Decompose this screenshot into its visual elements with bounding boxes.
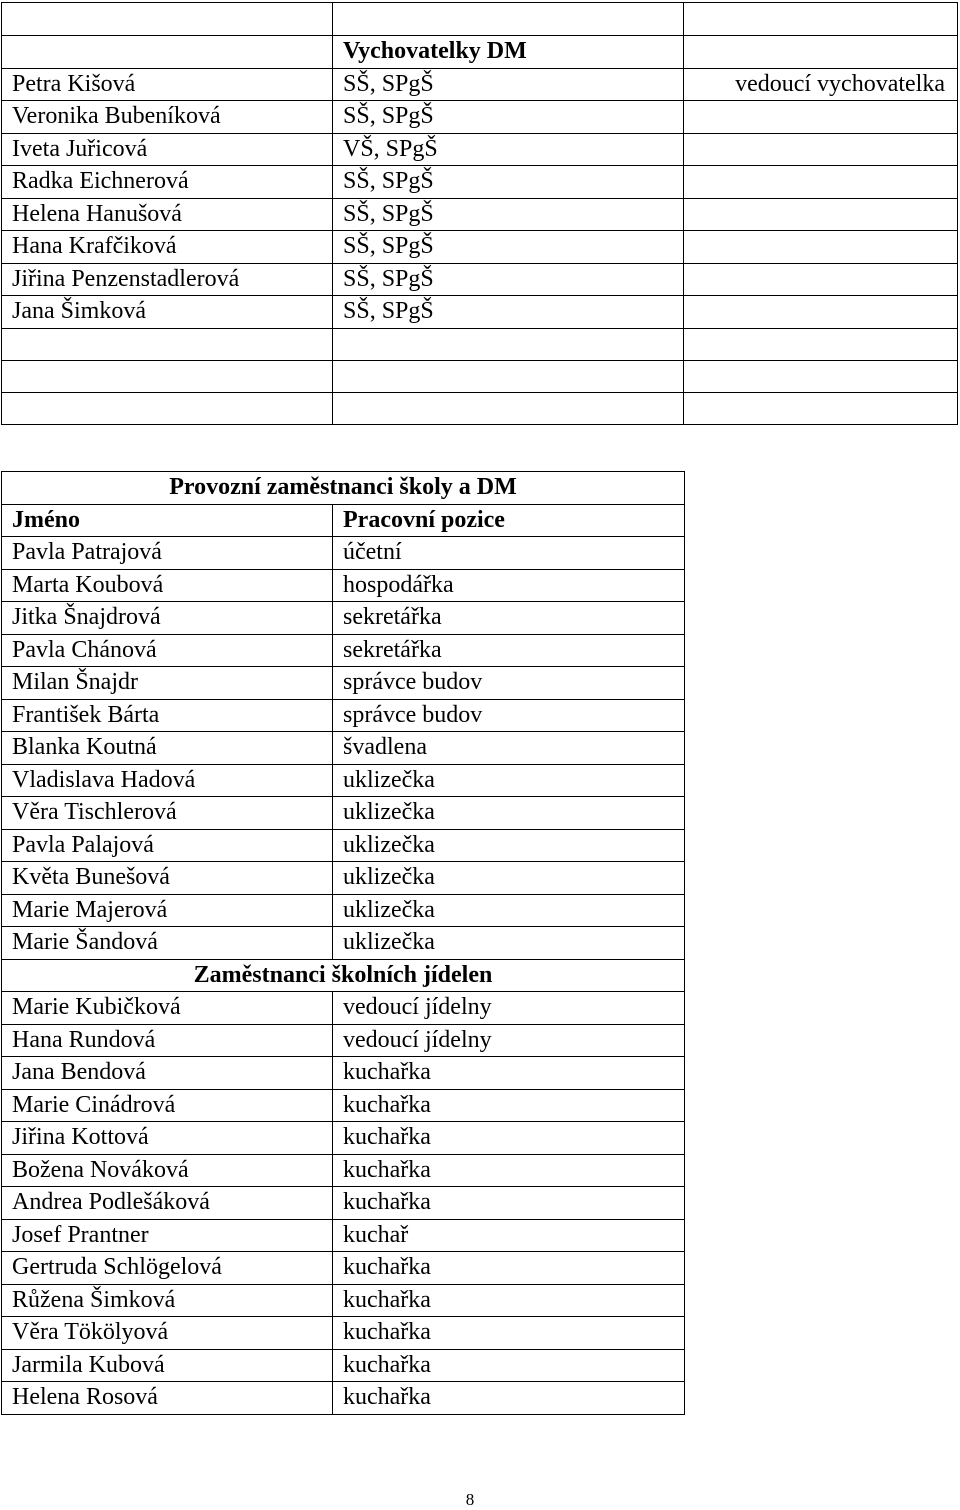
employee-name: Marie Cinádrová <box>2 1089 333 1122</box>
employee-position: sekretářka <box>333 634 685 667</box>
educator-education: SŠ, SPgŠ <box>333 263 684 296</box>
educator-education: SŠ, SPgŠ <box>333 296 684 329</box>
educator-name: Jana Šimková <box>2 296 333 329</box>
employee-name: Marta Koubová <box>2 569 333 602</box>
canteen-heading: Zaměstnanci školních jídelen <box>193 961 493 988</box>
table-row <box>2 68 958 101</box>
table-row <box>2 1317 685 1350</box>
educator-note <box>684 231 958 264</box>
employee-position: kuchařka <box>333 1122 685 1155</box>
table-row <box>2 732 685 765</box>
table-row <box>2 263 958 296</box>
employee-position: kuchařka <box>333 1349 685 1382</box>
employee-position: kuchařka <box>333 1252 685 1285</box>
employee-position: uklizečka <box>333 862 685 895</box>
educator-note <box>684 198 958 231</box>
table-row <box>2 602 685 635</box>
educator-education: SŠ, SPgŠ <box>333 231 684 264</box>
table-row <box>2 472 685 505</box>
educator-education: SŠ, SPgŠ <box>333 101 684 134</box>
table-row <box>2 392 958 424</box>
table-row <box>2 862 685 895</box>
educator-name: Iveta Juřicová <box>2 133 333 166</box>
educator-education: SŠ, SPgŠ <box>333 198 684 231</box>
employee-name: Andrea Podlešáková <box>2 1187 333 1220</box>
employee-name: Marie Kubičková <box>2 992 333 1025</box>
table-row <box>2 829 685 862</box>
table-row <box>2 133 958 166</box>
employee-name: Josef Prantner <box>2 1219 333 1252</box>
employee-name: Hana Rundová <box>2 1024 333 1057</box>
table-row <box>2 1089 685 1122</box>
employee-name: Pavla Patrajová <box>2 537 333 570</box>
employee-position: švadlena <box>333 732 685 765</box>
employee-name: Vladislava Hadová <box>2 764 333 797</box>
table-row <box>2 36 958 69</box>
employee-position: uklizečka <box>333 927 685 960</box>
employee-position: kuchařka <box>333 1317 685 1350</box>
educator-note: vedoucí vychovatelka <box>684 68 958 101</box>
employee-name: Pavla Palajová <box>2 829 333 862</box>
employee-name: Milan Šnajdr <box>2 667 333 700</box>
educator-name: Jiřina Penzenstadlerová <box>2 263 333 296</box>
educator-education: VŠ, SPgŠ <box>333 133 684 166</box>
employee-position: kuchař <box>333 1219 685 1252</box>
employee-position: hospodářka <box>333 569 685 602</box>
educator-note <box>684 133 958 166</box>
educators-heading: Vychovatelky DM <box>343 38 527 65</box>
educator-education: SŠ, SPgŠ <box>333 166 684 199</box>
table-row <box>2 328 958 360</box>
employee-name: Gertruda Schlögelová <box>2 1252 333 1285</box>
table-row <box>2 667 685 700</box>
educator-note <box>684 263 958 296</box>
table-row <box>2 3 958 36</box>
employee-position: kuchařka <box>333 1382 685 1415</box>
employee-position: kuchařka <box>333 1187 685 1220</box>
employee-position: kuchařka <box>333 1057 685 1090</box>
table-row <box>2 927 685 960</box>
table-row <box>2 1122 685 1155</box>
column-header-name: Jméno <box>12 506 80 533</box>
table-row <box>2 1187 685 1220</box>
employee-name: František Bárta <box>2 699 333 732</box>
employee-position: kuchařka <box>333 1284 685 1317</box>
employee-name: Marie Šandová <box>2 927 333 960</box>
table-row <box>2 231 958 264</box>
employee-name: Božena Nováková <box>2 1154 333 1187</box>
table-row <box>2 1349 685 1382</box>
employee-name: Jarmila Kubová <box>2 1349 333 1382</box>
educator-note <box>684 166 958 199</box>
table-row <box>2 1284 685 1317</box>
educator-education: SŠ, SPgŠ <box>333 68 684 101</box>
employee-name: Květa Bunešová <box>2 862 333 895</box>
employee-name: Pavla Chánová <box>2 634 333 667</box>
table-row <box>2 198 958 231</box>
table-row <box>2 1154 685 1187</box>
employee-position: sekretářka <box>333 602 685 635</box>
table-row <box>2 1057 685 1090</box>
table-row <box>2 1382 685 1415</box>
table-row <box>2 166 958 199</box>
employee-position: účetní <box>333 537 685 570</box>
employee-name: Helena Rosová <box>2 1382 333 1415</box>
educator-name: Hana Krafčiková <box>2 231 333 264</box>
educators-table <box>1 2 958 425</box>
employee-position: kuchařka <box>333 1089 685 1122</box>
educator-name: Radka Eichnerová <box>2 166 333 199</box>
table-row <box>2 101 958 134</box>
educator-name: Petra Kišová <box>2 68 333 101</box>
employee-position: uklizečka <box>333 764 685 797</box>
table-row <box>2 959 685 992</box>
educator-name: Veronika Bubeníková <box>2 101 333 134</box>
educator-note <box>684 101 958 134</box>
page-number: 8 <box>465 1490 475 1509</box>
table-row <box>2 1219 685 1252</box>
employee-name: Jitka Šnajdrová <box>2 602 333 635</box>
employee-position: uklizečka <box>333 797 685 830</box>
column-header-position: Pracovní pozice <box>343 506 505 533</box>
employee-name: Věra Tökölyová <box>2 1317 333 1350</box>
table-row <box>2 1252 685 1285</box>
employee-position: vedoucí jídelny <box>333 1024 685 1057</box>
staff-heading: Provozní zaměstnanci školy a DM <box>169 474 517 501</box>
employee-name: Marie Majerová <box>2 894 333 927</box>
employee-position: správce budov <box>333 667 685 700</box>
employee-name: Růžena Šimková <box>2 1284 333 1317</box>
employee-name: Blanka Koutná <box>2 732 333 765</box>
table-row <box>2 764 685 797</box>
employee-name: Jiřina Kottová <box>2 1122 333 1155</box>
employee-name: Věra Tischlerová <box>2 797 333 830</box>
table-row <box>2 360 958 392</box>
employee-position: kuchařka <box>333 1154 685 1187</box>
table-row <box>2 894 685 927</box>
educator-name: Helena Hanušová <box>2 198 333 231</box>
staff-table <box>1 471 685 1415</box>
table-row <box>2 699 685 732</box>
employee-position: vedoucí jídelny <box>333 992 685 1025</box>
table-row <box>2 797 685 830</box>
table-row <box>2 296 958 329</box>
educator-note <box>684 296 958 329</box>
employee-position: správce budov <box>333 699 685 732</box>
employee-position: uklizečka <box>333 894 685 927</box>
table-row <box>2 504 685 537</box>
employee-position: uklizečka <box>333 829 685 862</box>
employee-name: Jana Bendová <box>2 1057 333 1090</box>
table-row <box>2 537 685 570</box>
table-row <box>2 634 685 667</box>
table-row <box>2 992 685 1025</box>
table-row <box>2 1024 685 1057</box>
table-row <box>2 569 685 602</box>
